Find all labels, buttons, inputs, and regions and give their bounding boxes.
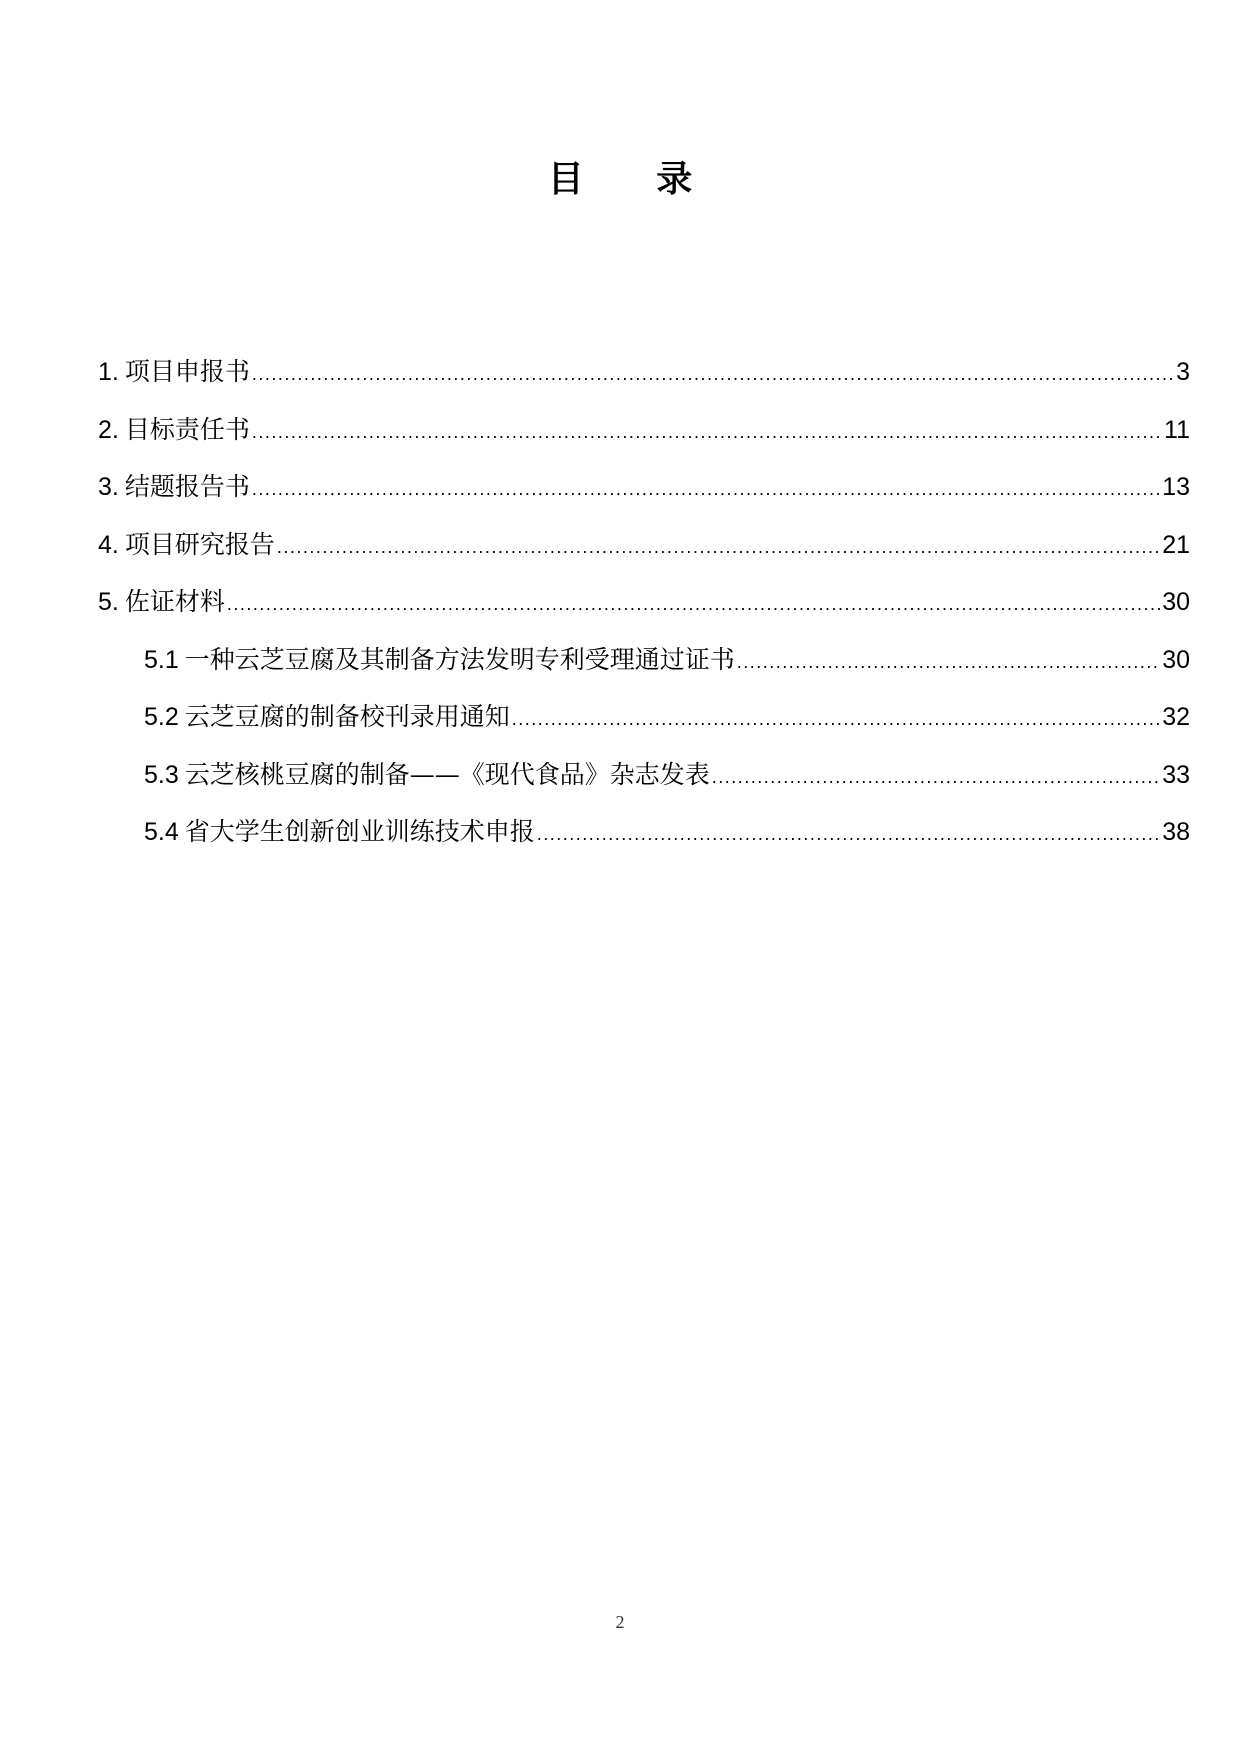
toc-entry-page: 3 xyxy=(1176,358,1190,386)
toc-entry-number: 1. xyxy=(98,358,119,386)
table-of-contents xyxy=(98,352,1190,870)
toc-entry-page: 32 xyxy=(1162,703,1190,731)
toc-entry-title: 项目研究报告 xyxy=(124,529,275,559)
toc-leader-dots xyxy=(512,699,1160,739)
toc-leader-dots xyxy=(537,814,1160,854)
toc-entry-number: 5.1 xyxy=(144,645,179,674)
toc-entry-title: 佐证材料 xyxy=(124,587,225,616)
toc-leader-dots xyxy=(227,584,1160,624)
toc-leader-dots xyxy=(252,354,1174,394)
toc-entry-3[interactable] xyxy=(98,467,1190,525)
toc-entry-page: 21 xyxy=(1162,530,1190,559)
toc-entry-number: 5.4 xyxy=(144,818,179,846)
toc-leader-dots xyxy=(737,642,1160,682)
toc-entry-number: 5. xyxy=(98,588,119,616)
page-number: 2 xyxy=(615,1612,625,1632)
toc-entry-title: 结题报告书 xyxy=(124,472,250,501)
toc-entry-title: 云芝核桃豆腐的制备——《现代食品》杂志发表 xyxy=(184,759,710,789)
toc-entry-5-1[interactable] xyxy=(98,640,1190,698)
toc-entry-page: 33 xyxy=(1162,760,1190,789)
toc-entry-page: 38 xyxy=(1162,818,1190,846)
toc-entry-title: 省大学生创新创业训练技术申报 xyxy=(184,817,535,846)
toc-leader-dots xyxy=(712,757,1160,797)
toc-leader-dots xyxy=(252,412,1162,452)
toc-entry-title: 一种云芝豆腐及其制备方法发明专利受理通过证书 xyxy=(184,644,735,674)
toc-entry-number: 3. xyxy=(98,473,119,501)
toc-leader-dots xyxy=(252,469,1160,509)
toc-entry-page: 30 xyxy=(1162,588,1190,616)
toc-entry-number: 2. xyxy=(98,415,119,444)
toc-entry-title: 云芝豆腐的制备校刊录用通知 xyxy=(184,702,510,731)
toc-entry-5[interactable] xyxy=(98,582,1190,640)
toc-entry-4[interactable] xyxy=(98,525,1190,583)
toc-entry-title: 项目申报书 xyxy=(124,357,250,386)
toc-entry-page: 30 xyxy=(1162,645,1190,674)
toc-entry-page: 13 xyxy=(1162,473,1190,501)
toc-entry-number: 5.2 xyxy=(144,703,179,731)
toc-entry-5-3[interactable] xyxy=(98,755,1190,813)
page-title: 目 录 xyxy=(547,159,723,200)
toc-entry-number: 4. xyxy=(98,530,119,559)
toc-entry-1[interactable] xyxy=(98,352,1190,410)
toc-leader-dots xyxy=(277,527,1160,567)
toc-entry-number: 5.3 xyxy=(144,760,179,789)
toc-entry-page: 11 xyxy=(1164,415,1190,444)
toc-entry-2[interactable] xyxy=(98,410,1190,468)
toc-entry-title: 目标责任书 xyxy=(124,414,250,444)
toc-entry-5-4[interactable] xyxy=(98,812,1190,870)
toc-entry-5-2[interactable] xyxy=(98,697,1190,755)
